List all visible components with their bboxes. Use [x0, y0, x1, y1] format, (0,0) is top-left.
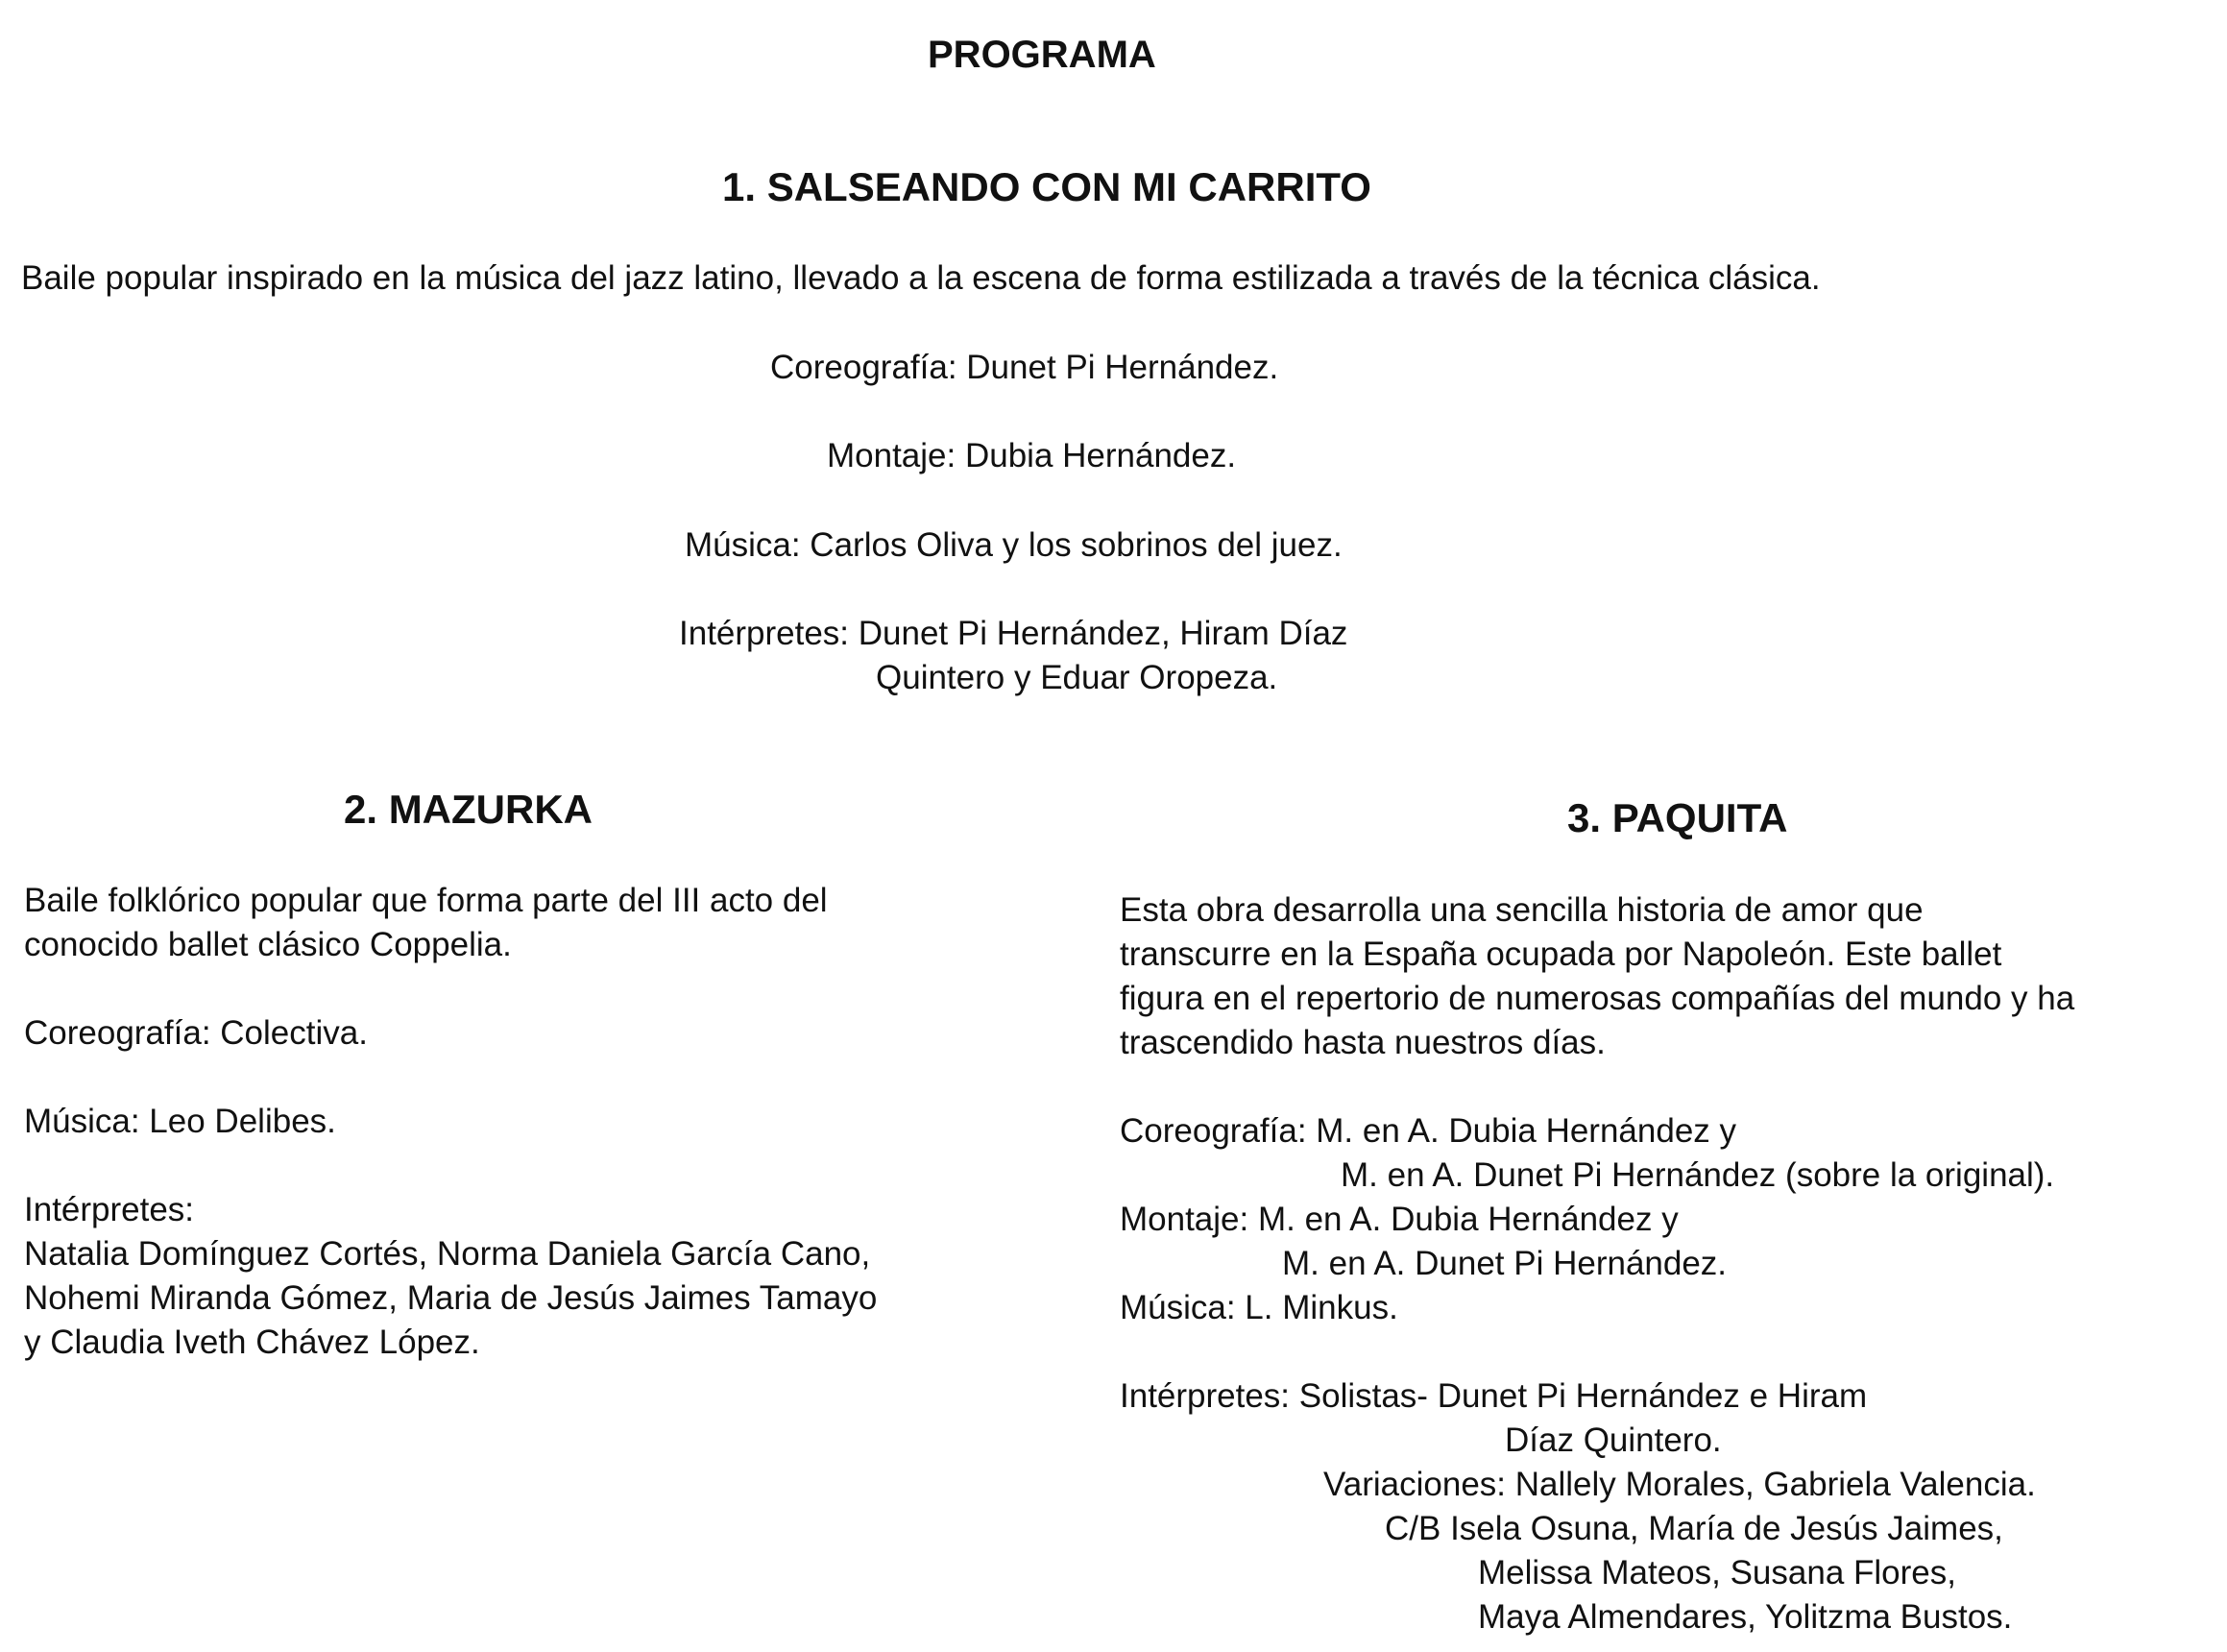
section-2-musica: Música: Leo Delibes. [24, 1103, 336, 1140]
page-title: PROGRAMA [928, 34, 1156, 76]
section-1-heading: 1. SALSEANDO CON MI CARRITO [722, 164, 1371, 209]
section-3-interpretes-line-1: Intérpretes: Solistas- Dunet Pi Hernández e Hiram [1120, 1377, 1868, 1415]
section-3-cuerpo-de-baile-line-2: Melissa Mateos, Susana Flores, [1478, 1554, 1956, 1591]
section-2-description-line-2: conocido ballet clásico Coppelia. [24, 926, 512, 963]
section-1-montaje: Montaje: Dubia Hernández. [827, 437, 1237, 474]
section-1-interpretes-line-2: Quintero y Eduar Oropeza. [876, 659, 1278, 696]
section-3-cuerpo-de-baile-line-1: C/B Isela Osuna, María de Jesús Jaimes, [1385, 1510, 2003, 1547]
section-3-interpretes-line-2: Díaz Quintero. [1505, 1421, 1722, 1459]
section-1-coreografia: Coreografía: Dunet Pi Hernández. [770, 349, 1279, 386]
section-3-description-line-4: trascendido hasta nuestros días. [1120, 1024, 1606, 1061]
section-3-coreografia-line-2: M. en A. Dunet Pi Hernández (sobre la original). [1341, 1156, 2055, 1194]
section-3-coreografia-line-1: Coreografía: M. en A. Dubia Hernández y [1120, 1112, 1737, 1150]
section-3-variaciones: Variaciones: Nallely Morales, Gabriela Valencia. [1323, 1466, 2036, 1503]
section-2-coreografia: Coreografía: Colectiva. [24, 1014, 368, 1052]
section-1-interpretes-line-1: Intérpretes: Dunet Pi Hernández, Hiram Díaz [679, 615, 1348, 652]
section-3-description-line-2: transcurre en la España ocupada por Napoleón. Este ballet [1120, 935, 2002, 973]
section-3-cuerpo-de-baile-line-3: Maya Almendares, Yolitzma Bustos. [1478, 1598, 2013, 1636]
section-3-musica: Música: L. Minkus. [1120, 1289, 1398, 1326]
section-2-heading: 2. MAZURKA [344, 787, 593, 832]
section-2-interpretes-line-2: Nohemi Miranda Gómez, Maria de Jesús Jaimes Tamayo [24, 1279, 878, 1317]
section-2-interpretes-line-1: Natalia Domínguez Cortés, Norma Daniela García Cano, [24, 1235, 871, 1273]
section-3-montaje-line-2: M. en A. Dunet Pi Hernández. [1282, 1245, 1728, 1282]
section-2-interpretes-label: Intérpretes: [24, 1191, 195, 1228]
section-1-description: Baile popular inspirado en la música del jazz latino, llevado a la escena de forma estilizada a través de la técnica clásica. [21, 259, 1821, 297]
section-1-musica: Música: Carlos Oliva y los sobrinos del juez. [685, 526, 1343, 564]
section-3-montaje-line-1: Montaje: M. en A. Dubia Hernández y [1120, 1201, 1679, 1238]
section-3-description-line-3: figura en el repertorio de numerosas compañías del mundo y ha [1120, 980, 2075, 1017]
section-2-interpretes-line-3: y Claudia Iveth Chávez López. [24, 1324, 480, 1361]
section-2-description-line-1: Baile folklórico popular que forma parte del III acto del [24, 882, 828, 919]
section-3-heading: 3. PAQUITA [1567, 795, 1788, 840]
section-3-description-line-1: Esta obra desarrolla una sencilla historia de amor que [1120, 891, 1924, 929]
